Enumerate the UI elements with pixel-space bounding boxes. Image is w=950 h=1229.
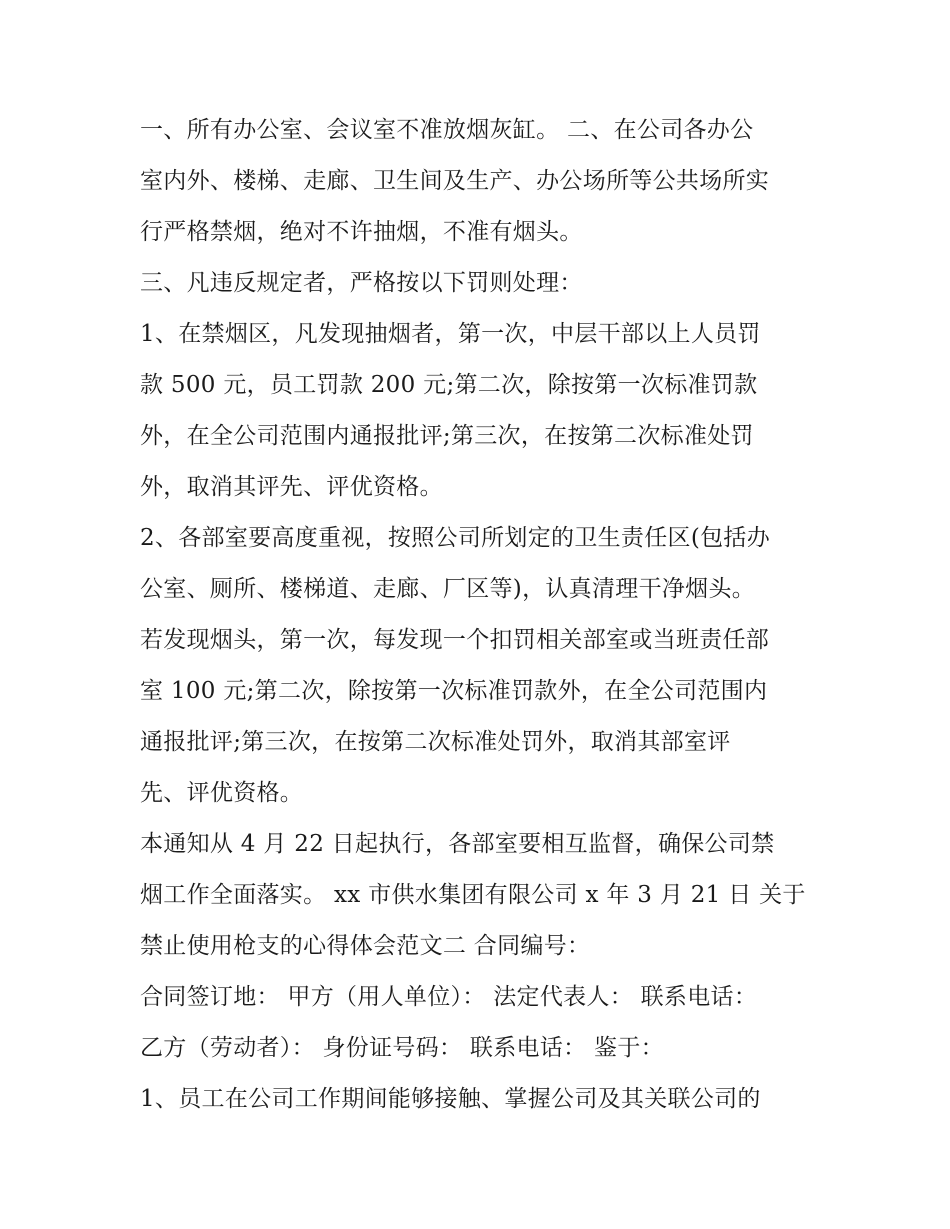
- text-line: 一、所有办公室、会议室不准放烟灰缸。 二、在公司各办公: [140, 117, 754, 143]
- text-line: 外，取消其评先、评优资格。: [140, 474, 443, 500]
- text-line: 先、评优资格。: [140, 780, 304, 806]
- text-line: 室内外、楼梯、走廊、卫生间及生产、办公场所等公共场所实: [140, 168, 770, 194]
- text-line: 公室、厕所、楼梯道、走廊、厂区等)，认真清理干净烟头。: [140, 576, 756, 602]
- text-line: 三、凡违反规定者，严格按以下罚则处理：: [140, 270, 583, 296]
- text-line: 烟工作全面落实。 xx 市供水集团有限公司 x 年 3 月 21 日 关于: [140, 882, 806, 908]
- text-line: 通报批评;第三次，在按第二次标准处罚外，取消其部室评: [140, 729, 731, 755]
- text-line: 合同签订地： 甲方（用人单位）： 法定代表人： 联系电话：: [140, 984, 758, 1010]
- text-line: 禁止使用枪支的心得体会范文二 合同编号：: [140, 933, 591, 959]
- text-line: 外，在全公司范围内通报批评;第三次，在按第二次标准处罚: [140, 423, 754, 449]
- document-body: [140, 105, 830, 1125]
- text-line: 行严格禁烟，绝对不许抽烟，不准有烟头。: [140, 219, 583, 245]
- text-line: 乙方（劳动者）： 身份证号码： 联系电话： 鉴于：: [140, 1035, 664, 1061]
- text-line: 款 500 元，员工罚款 200 元;第二次，除按第一次标准罚款: [140, 372, 758, 398]
- text-line: 本通知从 4 月 22 日起执行，各部室要相互监督，确保公司禁: [140, 831, 775, 857]
- text-line: 若发现烟头，第一次，每发现一个扣罚相关部室或当班责任部: [140, 627, 770, 653]
- text-line: 2、各部室要高度重视，按照公司所划定的卫生责任区(包括办: [140, 525, 771, 551]
- text-line: 室 100 元;第二次，除按第一次标准罚款外，在全公司范围内: [140, 678, 768, 704]
- text-line: 1、在禁烟区，凡发现抽烟者，第一次，中层干部以上人员罚: [140, 321, 761, 347]
- text-line: 1、员工在公司工作期间能够接触、掌握公司及其关联公司的: [140, 1086, 761, 1112]
